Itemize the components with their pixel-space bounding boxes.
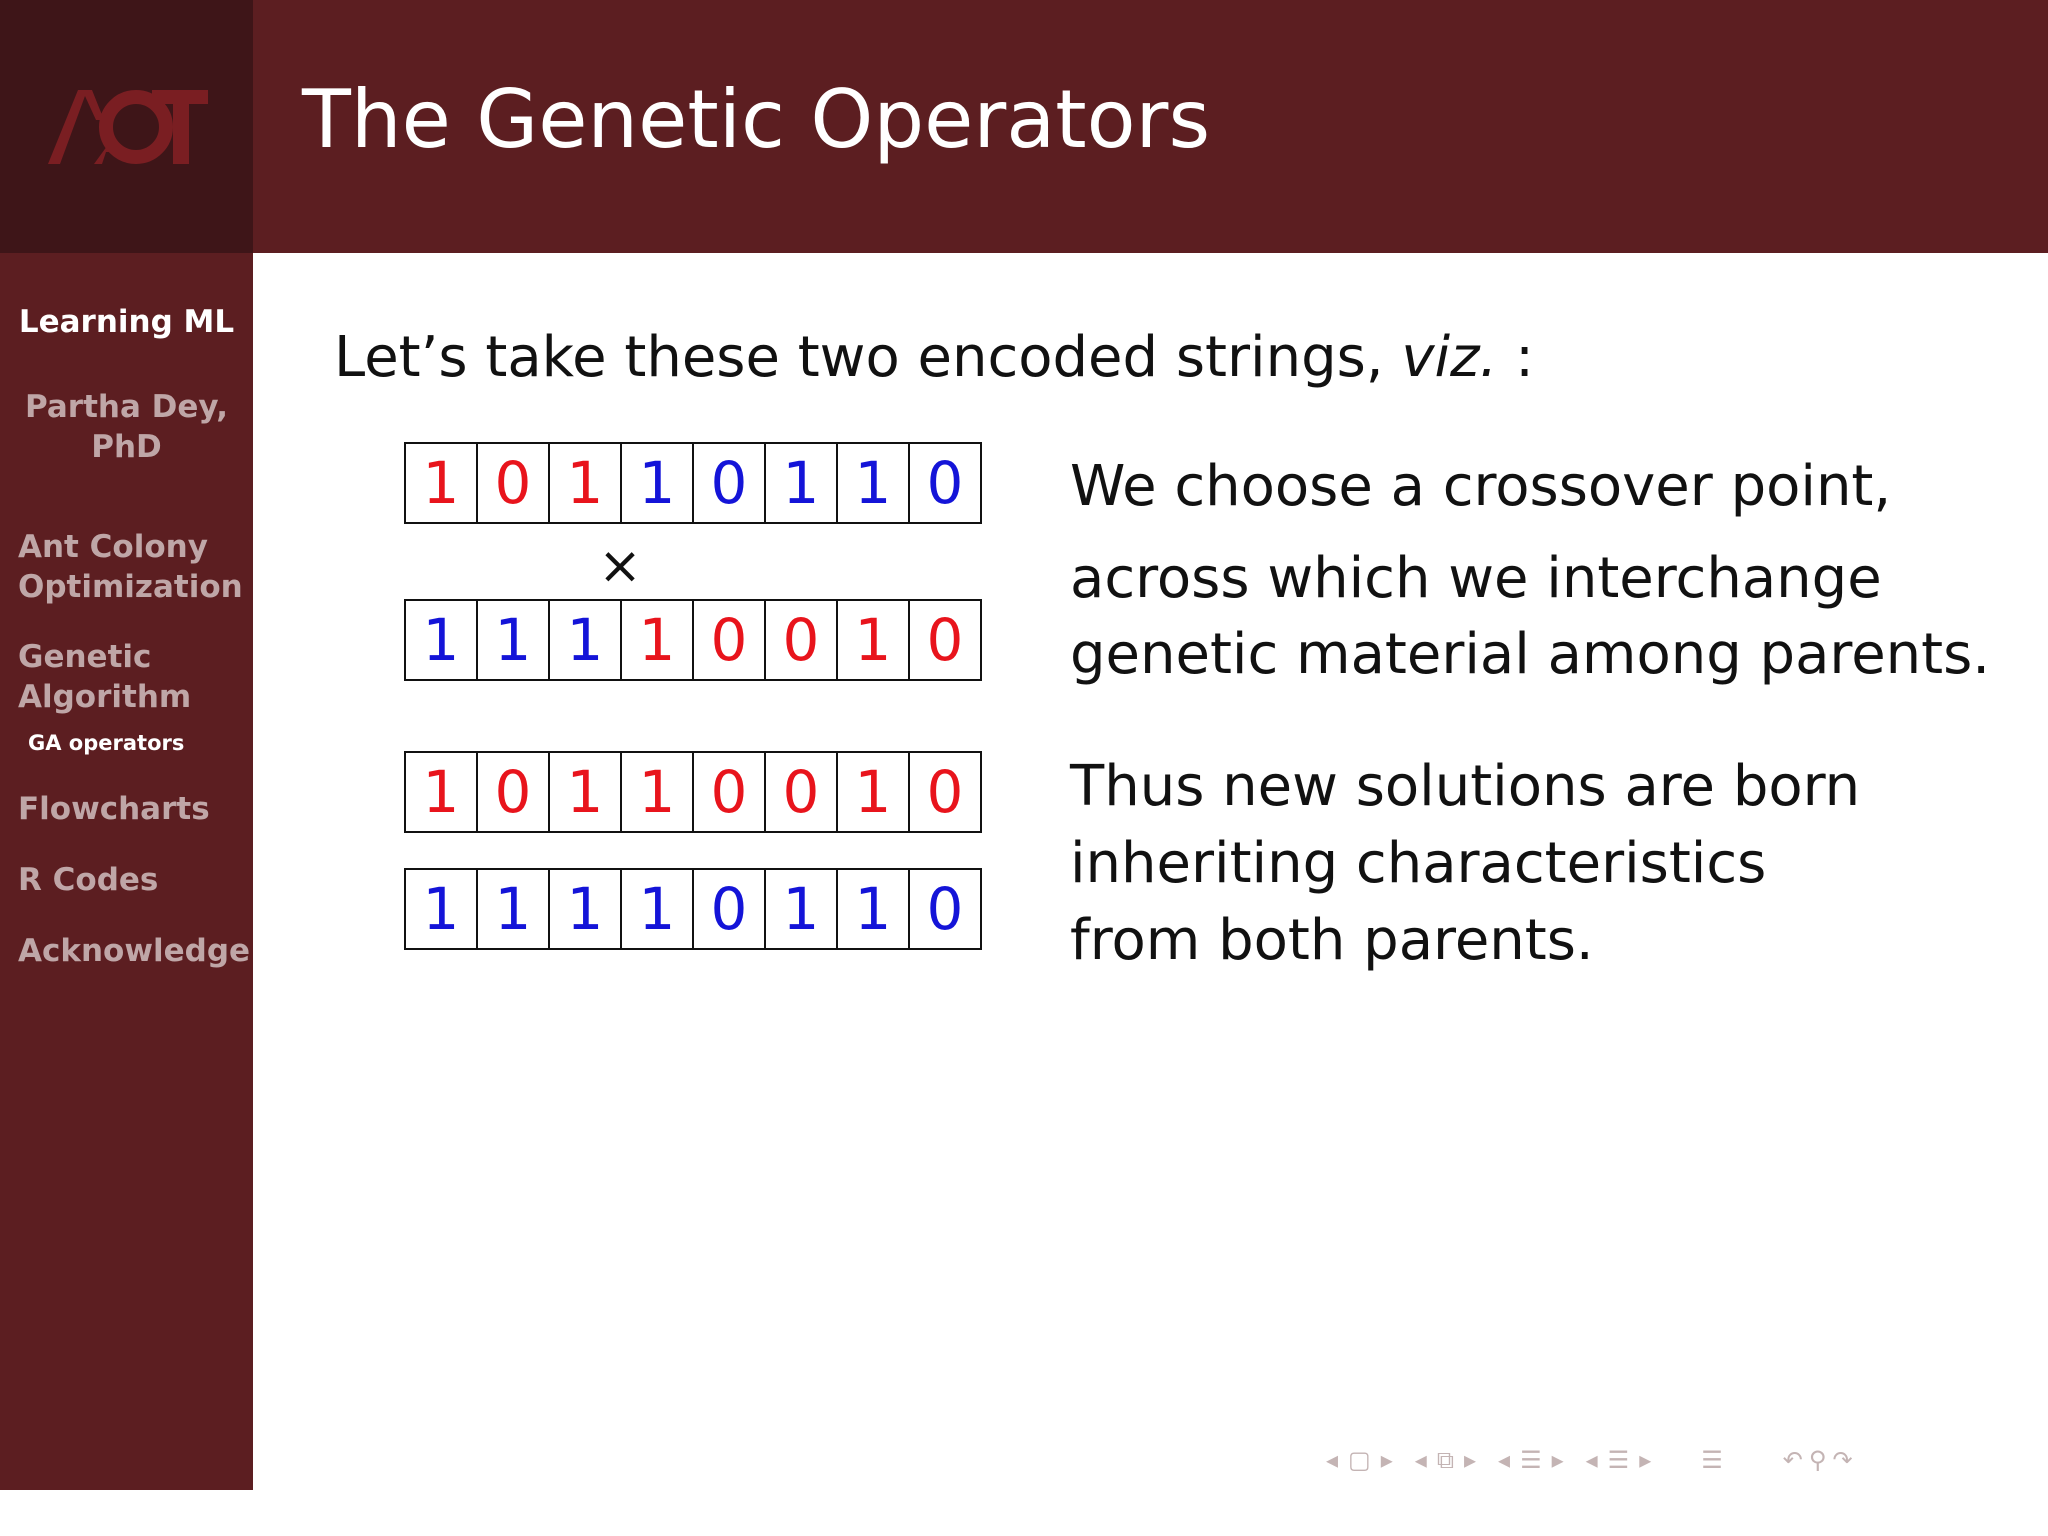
sidebar-author[interactable] bbox=[0, 387, 253, 467]
bit-cell: 1 bbox=[478, 601, 550, 679]
paragraph-line: across which we interchange bbox=[1070, 546, 1882, 611]
bit-cell: 1 bbox=[550, 444, 622, 522]
nav-right-arrow-icon[interactable]: ▸ bbox=[1639, 1446, 1652, 1474]
slide-title: The Genetic Operators bbox=[302, 73, 1211, 166]
bit-cell: 0 bbox=[766, 753, 838, 831]
author-degree: PhD bbox=[91, 429, 162, 465]
paragraph-line: from both parents. bbox=[1070, 908, 1594, 973]
bit-cell: 1 bbox=[406, 444, 478, 522]
aot-logo-icon bbox=[48, 86, 208, 166]
parent-string-1 bbox=[404, 442, 982, 524]
sidebar-item-acknowledge[interactable]: Acknowledge bbox=[18, 933, 251, 969]
sidebar-item-ant-colony[interactable] bbox=[18, 527, 248, 607]
paragraph-line: Thus new solutions are born bbox=[1070, 754, 1861, 819]
sidebar-item-genetic-algorithm[interactable] bbox=[18, 637, 248, 717]
child-string-2 bbox=[404, 868, 982, 950]
child-string-1 bbox=[404, 751, 982, 833]
bit-cell: 0 bbox=[694, 870, 766, 948]
bit-cell: 1 bbox=[406, 601, 478, 679]
intro-viz: viz. bbox=[1401, 325, 1498, 390]
undo-icon[interactable]: ↶ bbox=[1782, 1446, 1803, 1474]
bit-cell: 0 bbox=[478, 753, 550, 831]
bit-cell: 1 bbox=[550, 601, 622, 679]
beamer-navigation bbox=[1326, 1447, 1853, 1473]
subsection-frames-icon[interactable]: ⧉ bbox=[1436, 1446, 1454, 1474]
bit-cell: 1 bbox=[622, 870, 694, 948]
sidebar-item-label: Ant Colony bbox=[18, 529, 208, 565]
header-bar bbox=[0, 0, 2048, 253]
bit-cell: 0 bbox=[910, 601, 982, 679]
nav-left-arrow-icon[interactable]: ◂ bbox=[1498, 1446, 1511, 1474]
sidebar-item-label: Algorithm bbox=[18, 679, 192, 715]
paragraph-line: genetic material among parents. bbox=[1070, 622, 1991, 687]
section-icon[interactable]: ☰ bbox=[1520, 1446, 1542, 1474]
bit-cell: 1 bbox=[766, 444, 838, 522]
sidebar bbox=[0, 253, 253, 1490]
crossover-symbol: × bbox=[598, 536, 642, 596]
bit-cell: 1 bbox=[550, 870, 622, 948]
intro-sentence bbox=[334, 325, 1534, 391]
appendix-icon[interactable]: ☰ bbox=[1701, 1446, 1723, 1474]
intro-colon: : bbox=[1497, 325, 1534, 390]
intro-text: Let’s take these two encoded strings, bbox=[334, 325, 1402, 390]
bit-cell: 0 bbox=[910, 444, 982, 522]
bit-cell: 0 bbox=[910, 870, 982, 948]
sidebar-item-label: Genetic bbox=[18, 639, 152, 675]
nav-left-arrow-icon[interactable]: ◂ bbox=[1414, 1446, 1427, 1474]
bit-cell: 1 bbox=[838, 753, 910, 831]
bit-cell: 1 bbox=[550, 753, 622, 831]
nav-right-arrow-icon[interactable]: ▸ bbox=[1463, 1446, 1477, 1474]
bit-cell: 1 bbox=[406, 753, 478, 831]
bit-cell: 0 bbox=[910, 753, 982, 831]
parent-string-2 bbox=[404, 599, 982, 681]
sidebar-title[interactable]: Learning ML bbox=[18, 304, 235, 340]
bit-cell: 1 bbox=[622, 601, 694, 679]
bit-cell: 1 bbox=[622, 444, 694, 522]
bit-cell: 1 bbox=[406, 870, 478, 948]
bit-cell: 0 bbox=[694, 601, 766, 679]
nav-left-arrow-icon[interactable]: ◂ bbox=[1585, 1446, 1598, 1474]
bit-cell: 0 bbox=[694, 444, 766, 522]
subsection-icon[interactable]: ☰ bbox=[1607, 1446, 1630, 1474]
bit-cell: 1 bbox=[838, 601, 910, 679]
logo bbox=[0, 0, 253, 253]
nav-right-arrow-icon[interactable]: ▸ bbox=[1551, 1446, 1564, 1474]
redo-icon[interactable]: ↷ bbox=[1832, 1446, 1853, 1474]
paragraph-line: inheriting characteristics bbox=[1070, 831, 1767, 896]
frame-icon[interactable]: ▢ bbox=[1348, 1446, 1371, 1474]
bit-cell: 1 bbox=[838, 444, 910, 522]
paragraph-line: We choose a crossover point, bbox=[1070, 454, 1892, 519]
search-icon[interactable]: ⚲ bbox=[1808, 1446, 1827, 1474]
bit-cell: 0 bbox=[478, 444, 550, 522]
bit-cell: 1 bbox=[838, 870, 910, 948]
nav-left-arrow-icon[interactable]: ◂ bbox=[1326, 1446, 1339, 1474]
bit-cell: 1 bbox=[766, 870, 838, 948]
bit-cell: 0 bbox=[694, 753, 766, 831]
nav-right-arrow-icon[interactable]: ▸ bbox=[1380, 1446, 1393, 1474]
author-name: Partha Dey, bbox=[24, 389, 229, 425]
sidebar-item-label: Optimization bbox=[18, 569, 243, 605]
bit-cell: 1 bbox=[478, 870, 550, 948]
bit-cell: 0 bbox=[766, 601, 838, 679]
sidebar-subitem-ga-operators[interactable]: GA operators bbox=[28, 731, 185, 755]
sidebar-item-r-codes[interactable]: R Codes bbox=[18, 862, 159, 898]
sidebar-item-flowcharts[interactable]: Flowcharts bbox=[18, 791, 210, 827]
bit-cell: 1 bbox=[622, 753, 694, 831]
